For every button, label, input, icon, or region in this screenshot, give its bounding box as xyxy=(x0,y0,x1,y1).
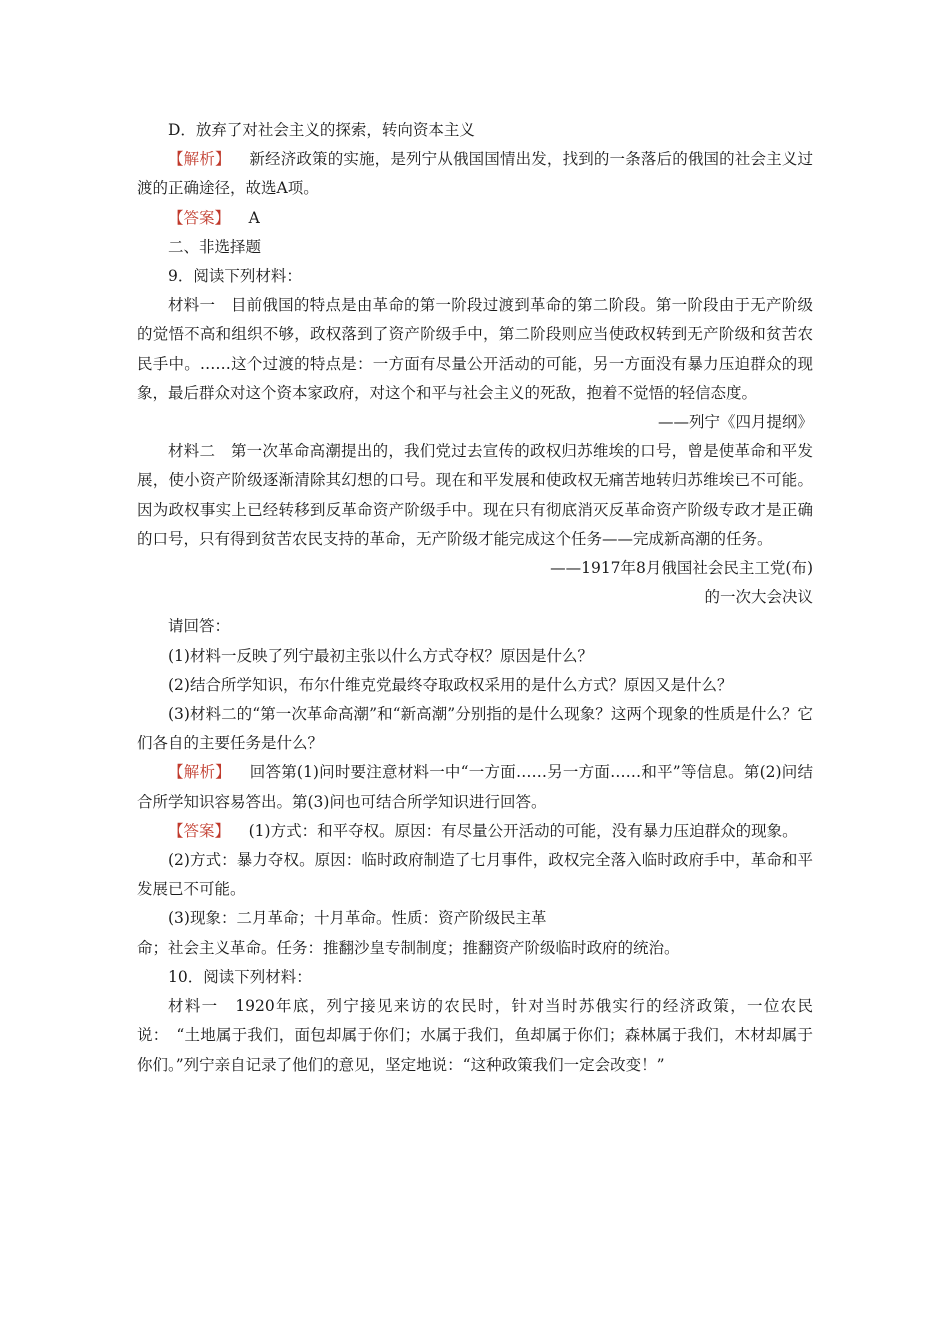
q8-answer-text: A xyxy=(248,208,260,227)
q9-material-2-source-line1: ——1917年8月俄国社会民主工党(布) xyxy=(550,559,813,578)
q9-material-2: 材料二 第一次革命高潮提出的，我们党过去宣传的政权归苏维埃的口号，曾是使革命和平发展，使小资产阶级逐渐清除其幻想的口号。现在和平发展和使政权无痛苦地转归苏维埃已不可能。因为政权事实上已经转移到反革命资产阶级手中。现在只有彻底消灭反革命资产阶级专政才是正确的口号，只有得到贫苦农民支持的革命，无产阶级才能完成这个任务——完成新高潮的任务。 xyxy=(137,442,813,548)
q9-analysis xyxy=(137,758,813,816)
q9-analysis-text: 回答第(1)问时要注意材料一中“一方面……另一方面……和平”等信息。第(2)问结合所学知识容易答出。第(3)问也可结合所学知识进行回答。 xyxy=(137,763,813,811)
q8-analysis-text: 新经济政策的实施，是列宁从俄国国情出发，找到的一条落后的俄国的社会主义过渡的正确途径，故选A项。 xyxy=(137,150,813,198)
q9-sub-question-1: (1)材料一反映了列宁最初主张以什么方式夺权？原因是什么？ xyxy=(168,646,593,665)
q9-answer-2: (2)方式：暴力夺权。原因：临时政府制造了七月事件，政权完全落入临时政府手中，革命和平发展已不可能。 xyxy=(137,851,813,899)
answer-tag: 【答案】 xyxy=(168,821,231,840)
option-d: D．放弃了对社会主义的探索，转向资本主义 xyxy=(168,121,475,139)
q8-answer xyxy=(137,204,813,233)
q9-answer-3-line1: (3)现象：二月革命；十月革命。性质：资产阶级民主革 xyxy=(168,909,547,928)
q9-prompt: 请回答： xyxy=(168,617,231,636)
q10-stem: 10．阅读下列材料： xyxy=(168,967,312,986)
answer-tag: 【答案】 xyxy=(168,208,231,227)
analysis-tag: 【解析】 xyxy=(168,150,231,169)
section-title: 二、非选择题 xyxy=(168,237,262,256)
q9-answer-1 xyxy=(137,817,813,846)
q9-sub-question-3: (3)材料二的“第一次革命高潮”和“新高潮”分别指的是什么现象？这两个现象的性质是什么？它们各自的主要任务是什么？ xyxy=(137,705,813,753)
q9-material-2-source-line2: 的一次大会决议 xyxy=(704,588,813,607)
q9-sub-question-2: (2)结合所学知识，布尔什维克党最终夺取政权采用的是什么方式？原因又是什么？ xyxy=(168,675,733,694)
q8-analysis xyxy=(137,145,813,203)
q9-material-1: 材料一 目前俄国的特点是由革命的第一阶段过渡到革命的第二阶段。第一阶段由于无产阶级的觉悟不高和组织不够，政权落到了资产阶级手中，第二阶段则应当使政权转到无产阶级和贫苦农民手中。……这个过渡的特点是：一方面有尽量公开活动的可能，另一方面没有暴力压迫群众的现象，最后群众对这个资本家政府，对这个和平与社会主义的死敌，抱着不觉悟的轻信态度。 xyxy=(137,296,813,402)
q10-material-1: 材料一 1920年底，列宁接见来访的农民时，针对当时苏俄实行的经济政策，一位农民说： “土地属于我们，面包却属于你们；水属于我们，鱼却属于你们；森林属于我们，木材却属于你们。”列宁亲自记录了他们的意见，坚定地说：“这种政策我们一定会改变！” xyxy=(137,997,813,1074)
q9-material-1-source: ——列宁《四月提纲》 xyxy=(657,413,813,432)
document-body xyxy=(137,116,813,1080)
q9-answer-3-line2: 命；社会主义革命。任务：推翻沙皇专制制度；推翻资产阶级临时政府的统治。 xyxy=(137,938,680,957)
q9-stem: 9．阅读下列材料： xyxy=(168,267,302,286)
analysis-tag: 【解析】 xyxy=(168,763,231,782)
q9-answer-1-text: (1)方式：和平夺权。原因：有尽量公开活动的可能，没有暴力压迫群众的现象。 xyxy=(248,821,798,840)
